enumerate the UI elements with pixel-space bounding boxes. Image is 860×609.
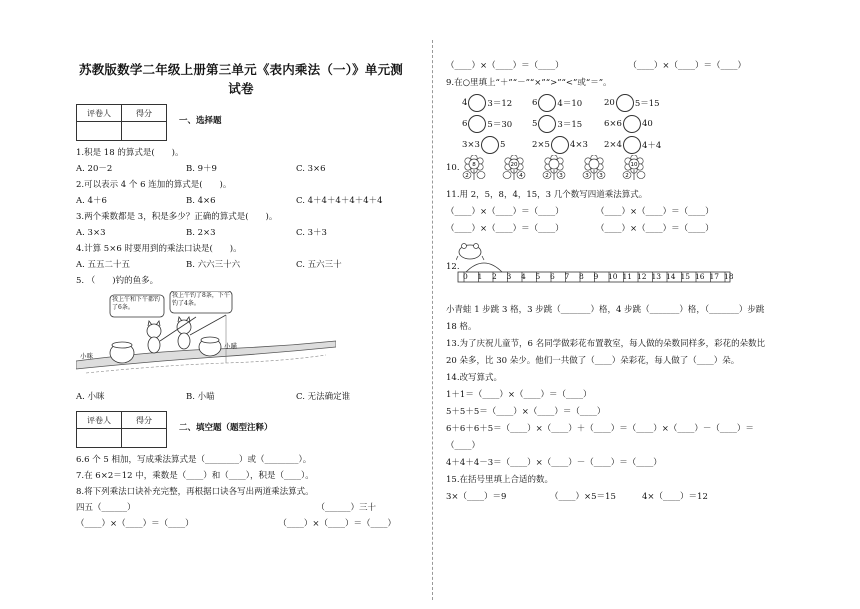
question-14-line-3[interactable]: 6＋6＋6＋5＝（____）×（____）＋（____）＝（____）×（____）－（____）＝ [446, 424, 754, 434]
compare-item [532, 136, 604, 154]
compare-right: 5＝30 [487, 119, 513, 130]
bubble-right-text: 我上午钓了8条，下午钓了4条。 [172, 292, 230, 307]
ruler-label: 9 [593, 272, 599, 281]
flower-number-left[interactable]: 2 [544, 173, 549, 179]
ruler-label: 15 [680, 272, 691, 281]
operator-circle[interactable] [551, 136, 569, 154]
compare-left: 6 [462, 118, 468, 129]
grader-cell[interactable] [77, 429, 122, 448]
equation-left[interactable]: （____）×（____）＝（____） [76, 519, 194, 529]
ruler-label: 1 [477, 272, 483, 281]
operator-circle[interactable] [623, 136, 641, 154]
score-table [76, 104, 167, 141]
flower-number-top[interactable]: 10 [630, 162, 638, 168]
compare-item [462, 94, 532, 112]
question-11-row-2 [446, 221, 776, 238]
compare-right: 5＝15 [634, 98, 660, 109]
label-xiaomiao: 小喵 [224, 342, 237, 350]
grader-header: 评卷人 [77, 105, 122, 122]
flower-number-top[interactable]: 20 [510, 162, 518, 168]
ruler-labels [458, 272, 776, 296]
flower-number-right[interactable]: 4 [518, 173, 523, 179]
fill-item-3[interactable]: 4×（____）＝12 [642, 492, 708, 502]
option-c[interactable]: C. 3＋3 [296, 228, 327, 238]
compare-right: 4×3 [569, 139, 588, 150]
question-9-grid [446, 92, 776, 155]
score-cell[interactable] [122, 429, 167, 448]
question-6[interactable]: 6.6 个 5 相加，写成乘法算式是（________）或（________）。 [76, 455, 312, 465]
equation[interactable]: （____）×（____）＝（____） [596, 224, 714, 234]
question-1-options [76, 161, 406, 177]
flower-number-right[interactable]: 3 [598, 173, 603, 179]
operator-circle[interactable] [616, 94, 634, 112]
ruler-label: 4 [521, 272, 526, 281]
flower-icon [580, 155, 608, 181]
question-10 [446, 155, 776, 181]
ruler-label: 0 [463, 272, 468, 281]
fill-item-2[interactable]: （____）×5＝15 [550, 492, 616, 502]
compare-left: 6×6 [604, 118, 622, 129]
compare-item [462, 115, 532, 133]
question-1: 1.积是 18 的算式是( )。 [76, 148, 184, 158]
bubble-left-text: 我上午和下午都钓了6条。 [112, 296, 161, 311]
right-column [446, 58, 776, 506]
label-xiaomi: 小咪 [80, 352, 93, 360]
fishing-illustration [76, 291, 336, 383]
question-14-line-2[interactable]: 5＋5＋5＝（____）×（____）＝（____） [446, 407, 606, 417]
grader-header: 评卷人 [77, 412, 122, 429]
compare-item [604, 136, 684, 154]
operator-circle[interactable] [468, 94, 486, 112]
question-11: 11.用 2，5，8，4，15，3 几个数写四道乘法算式。 [446, 190, 648, 200]
question-3: 3.两个乘数都是 3，积是多少？正确的算式是( )。 [76, 212, 278, 222]
compare-left: 2×4 [604, 139, 622, 150]
operator-circle[interactable] [468, 115, 486, 133]
question-8-mnemonics [76, 500, 406, 516]
compare-item [532, 94, 604, 112]
question-14-line-1[interactable]: 1＋1＝（____）×（____）＝（____） [446, 390, 592, 400]
ruler-label: 8 [579, 272, 584, 281]
question-9-row [462, 92, 776, 113]
option-c[interactable]: C. 无法确定谁 [296, 392, 351, 402]
compare-left: 2×5 [532, 139, 550, 150]
flower-center [549, 159, 559, 169]
score-header: 得分 [122, 412, 167, 429]
option-b[interactable]: B. 六六三十六 [186, 260, 241, 270]
question-7[interactable]: 7.在 6×2＝12 中，乘数是（____）和（____），积是（____）。 [76, 471, 314, 481]
question-5-options [76, 389, 406, 405]
option-a[interactable]: A. 3×3 [76, 228, 106, 238]
option-b[interactable]: B. 9＋9 [186, 164, 217, 174]
option-b[interactable]: B. 4×6 [186, 196, 216, 206]
compare-right: 40 [641, 118, 653, 129]
flower-number-top[interactable]: 8 [471, 162, 476, 168]
option-a[interactable]: A. 4＋6 [76, 196, 107, 206]
ruler-label: 11 [622, 272, 633, 281]
ruler-label: 2 [492, 272, 497, 281]
option-a[interactable]: A. 20－2 [76, 164, 113, 174]
question-4-options [76, 257, 406, 273]
question-10-label: 10. [446, 163, 460, 173]
question-5: 5. （ )钓的鱼多。 [76, 276, 159, 286]
page-title [76, 60, 406, 98]
ruler-label: 10 [608, 272, 618, 281]
ruler-label: 13 [651, 272, 662, 281]
compare-right: 4＝10 [557, 98, 583, 109]
question-8: 8.将下列乘法口诀补充完整，再根据口诀各写出两道乘法算式。 [76, 487, 314, 497]
equation-left[interactable]: （____）×（____）＝（____） [446, 61, 564, 71]
question-9: 9.在○里填上“＋”“－”“×”“>”“<”或“＝”。 [446, 78, 612, 88]
title-line-1: 苏教版数学二年级上册第三单元《表内乘法（一）》单元测 [79, 62, 403, 77]
score-table [76, 411, 167, 448]
ruler-label: 17 [709, 272, 720, 281]
question-13-text-2[interactable]: 20 朵多，比 30 朵少。他们一共做了（____）朵彩花，每人做了（____）朵。 [446, 356, 740, 366]
compare-left: 6 [532, 97, 538, 108]
flower-icon [500, 155, 528, 181]
flower-number-right[interactable]: 3 [558, 173, 563, 179]
equation-right[interactable]: （____）×（____）＝（____） [278, 519, 396, 529]
question-11-row-1 [446, 204, 776, 221]
column-divider [432, 40, 433, 600]
question-12-text-2: 18 格。 [446, 322, 477, 332]
flower-number-left[interactable]: 2 [464, 173, 469, 179]
section-1-title: 一、选择题 [179, 115, 222, 126]
operator-circle[interactable] [481, 136, 499, 154]
left-column [76, 60, 406, 532]
question-13-text-1: 13.为了庆祝儿童节，6 名同学做彩花布置教室，每人做的朵数同样多，彩花的朵数比 [446, 339, 766, 349]
ruler-label: 7 [564, 272, 570, 281]
compare-left: 3×3 [462, 139, 480, 150]
compare-item [532, 115, 604, 133]
question-9-row [462, 134, 776, 155]
option-c[interactable]: C. 4＋4＋4＋4＋4＋4 [296, 196, 383, 206]
option-b[interactable]: B. 小喵 [186, 392, 215, 402]
fill-item-1[interactable]: 3×（____）＝9 [446, 492, 507, 502]
question-2: 2.可以表示 4 个 6 连加的算式是( )。 [76, 180, 232, 190]
section-2-title: 二、填空题（题型注释） [179, 422, 273, 433]
compare-left: 4 [462, 97, 468, 108]
compare-item [462, 136, 532, 154]
compare-left: 20 [604, 97, 615, 108]
ruler-label: 16 [695, 272, 705, 281]
continued-equations [446, 58, 776, 75]
equation-right[interactable]: （____）×（____）＝（____） [628, 61, 746, 71]
question-9-row [462, 113, 776, 134]
compare-item [604, 94, 684, 112]
score-box-2 [76, 411, 406, 448]
ruler-label: 18 [724, 272, 734, 281]
flower-icon [620, 155, 648, 181]
grader-cell[interactable] [77, 122, 122, 141]
question-4: 4.计算 5×6 时要用到的乘法口诀是( )。 [76, 244, 242, 254]
ruler-label: 6 [550, 272, 555, 281]
operator-circle[interactable] [538, 115, 556, 133]
ruler-label: 14 [666, 272, 676, 281]
option-a[interactable]: A. 五五二十五 [76, 260, 131, 270]
fishing-scene-svg [76, 291, 336, 383]
score-box-1 [76, 104, 406, 141]
option-b[interactable]: B. 2×3 [186, 228, 216, 238]
equation[interactable]: （____）×（____）＝（____） [596, 207, 714, 217]
mnemonic-right[interactable]: （______）三十 [316, 503, 376, 513]
jump-arc [466, 263, 502, 272]
question-15-items [446, 489, 776, 506]
question-3-options [76, 225, 406, 241]
compare-right: 3＝12 [487, 98, 513, 109]
compare-right: 3＝15 [557, 119, 583, 130]
operator-circle[interactable] [538, 94, 556, 112]
option-c[interactable]: C. 3×6 [296, 164, 326, 174]
question-14-line-5[interactable]: 4＋4＋4－3＝（____）×（____）－（____）＝（____） [446, 458, 662, 468]
equation[interactable]: （____）×（____）＝（____） [446, 224, 564, 234]
question-12-label: 12. [446, 262, 460, 272]
equation[interactable]: （____）×（____）＝（____） [446, 207, 564, 217]
question-14-line-4[interactable]: （____） [446, 441, 481, 451]
question-2-options [76, 193, 406, 209]
ruler-label: 3 [506, 272, 512, 281]
ruler-label: 12 [637, 272, 647, 281]
operator-circle[interactable] [623, 115, 641, 133]
ruler-label: 5 [535, 272, 541, 281]
question-8-equations [76, 516, 406, 532]
compare-item [604, 115, 684, 133]
question-15: 15.在括号里填上合适的数。 [446, 475, 554, 485]
compare-right: 4＋4 [641, 140, 662, 151]
option-c[interactable]: C. 五六三十 [296, 260, 342, 270]
flower-icon [460, 155, 488, 181]
flower-number-left[interactable]: 2 [624, 173, 629, 179]
compare-left: 5 [532, 118, 538, 129]
mnemonic-left[interactable]: 四五（______） [76, 503, 136, 513]
title-line-2: 试卷 [228, 81, 254, 96]
compare-right: 5 [499, 139, 506, 150]
option-a[interactable]: A. 小咪 [76, 392, 105, 402]
flower-center [589, 159, 599, 169]
question-14: 14.改写算式。 [446, 373, 503, 383]
flower-list [460, 155, 660, 181]
flower-number-left[interactable]: 3 [584, 173, 589, 179]
score-cell[interactable] [122, 122, 167, 141]
score-header: 得分 [122, 105, 167, 122]
question-12-text-1[interactable]: 小青蛙 1 步跳 3 格，3 步跳（_______）格，4 步跳（_______）格，（_______）步跳 [446, 305, 765, 315]
flower-icon [540, 155, 568, 181]
